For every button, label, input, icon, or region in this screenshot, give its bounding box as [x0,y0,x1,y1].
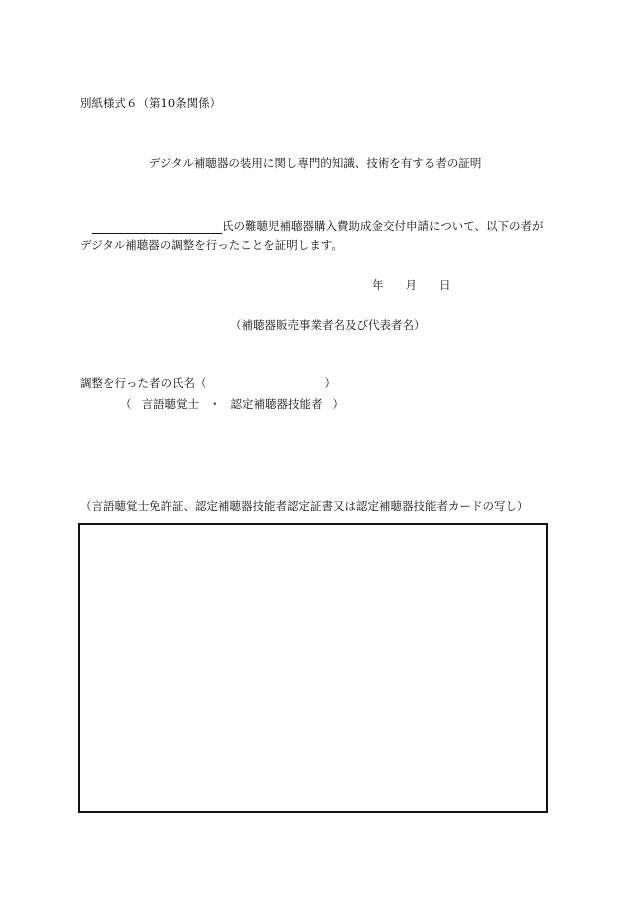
intro-line-2: デジタル補聴器の調整を行ったことを証明します。 [80,238,343,252]
qualification-close: ） [332,397,344,411]
qualification-separator: ・ [209,397,221,411]
qualification-option-speech-therapist[interactable]: 言語聴覚士 [141,397,199,411]
document-title: デジタル補聴器の装用に関し専門的知識、技術を有する者の証明 [148,156,482,170]
license-copy-box [78,523,548,813]
month-label: 月 [405,278,417,292]
adjuster-name-label: 調整を行った者の氏名（ [80,376,207,390]
qualification-line [120,398,344,412]
business-name-label: （補聴器販売事業者名及び代表者名） [230,318,426,332]
day-label: 日 [439,278,451,292]
qualification-option-certified-technician[interactable]: 認定補聴器技能者 [230,397,323,411]
year-label: 年 [372,278,384,292]
applicant-name-blank[interactable] [92,220,222,234]
license-copy-caption: （言語聴覚士免許証、認定補聴器技能者認定証書又は認定補聴器技能者カードの写し） [80,499,529,513]
date-line [372,279,451,293]
intro-line-1-text: 氏の難聴児補聴器購入費助成金交付申請について、以下の者が [222,219,544,234]
form-number: 別紙様式６（第10条関係） [80,96,222,110]
adjuster-name-line [80,377,336,391]
intro-line-1 [80,220,544,234]
adjuster-name-close: ） [324,376,336,390]
qualification-open: （ [120,397,132,411]
